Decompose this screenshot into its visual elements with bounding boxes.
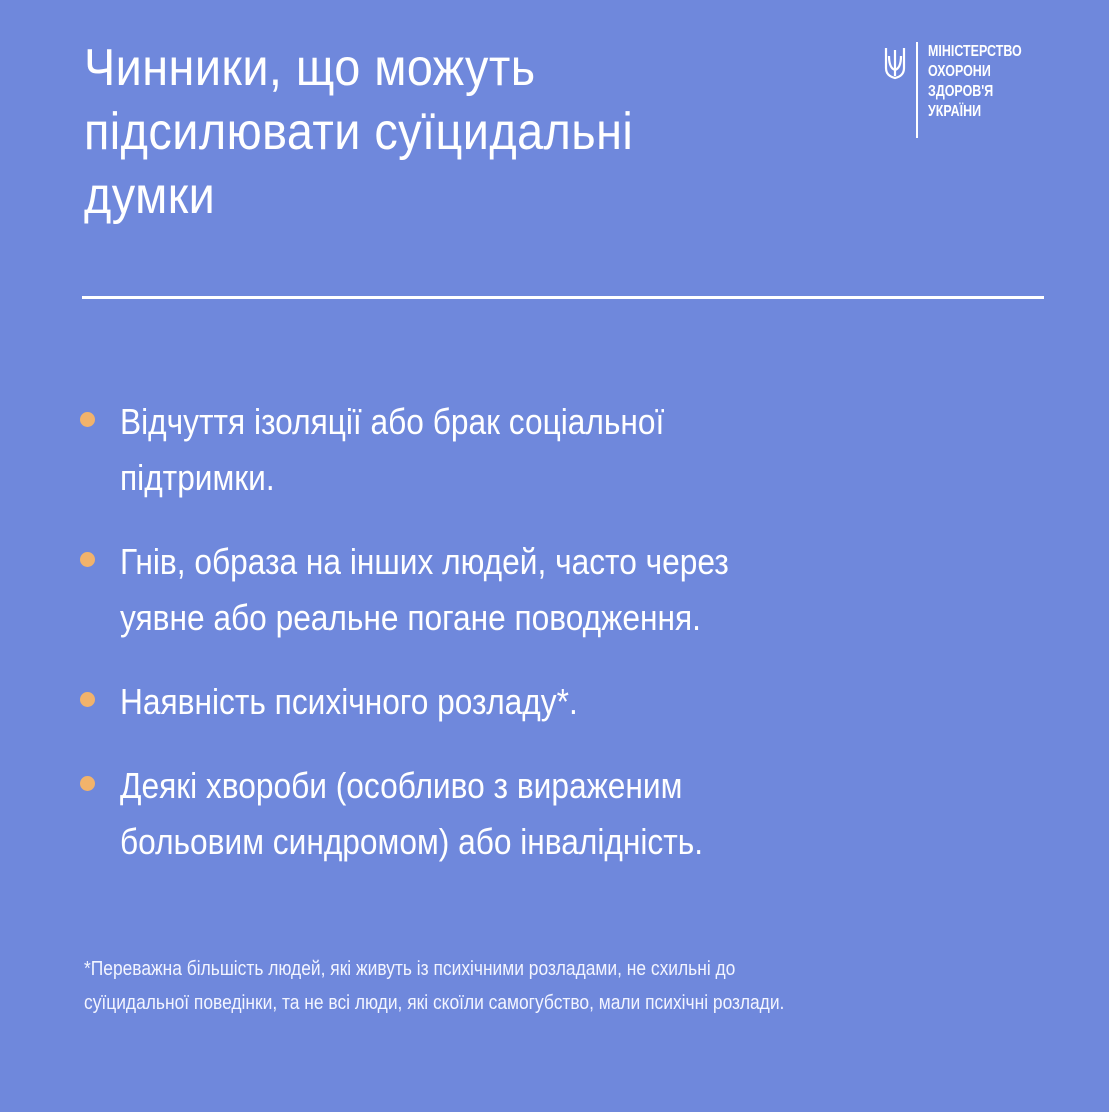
list-item-line: Гнів, образа на інших людей, часто через [120, 541, 729, 582]
list-item [74, 534, 974, 646]
title-line: підсилювати суїцидальні [84, 103, 634, 161]
list-item-text [120, 674, 872, 730]
ministry-line: ЗДОРОВ'Я [928, 83, 994, 100]
list-item-line: уявне або реальне погане поводження. [120, 597, 701, 638]
trident-icon [884, 46, 906, 80]
list-item-text [120, 394, 872, 506]
page-title [84, 36, 768, 228]
list-item [74, 394, 974, 506]
list-item-line: Деякі хвороби (особливо з вираженим [120, 765, 683, 806]
footnote-line: *Переважна більшість людей, які живуть із психічними розладами, не схильні до [84, 958, 736, 980]
ministry-divider [916, 42, 918, 138]
bullet-dot-icon [80, 776, 95, 791]
ministry-line: ОХОРОНИ [928, 63, 991, 80]
ministry-line: УКРАЇНИ [928, 103, 982, 120]
title-divider [82, 296, 1044, 299]
ministry-logo [884, 42, 1048, 142]
bullet-dot-icon [80, 412, 95, 427]
list-item-text [120, 758, 872, 870]
list-item-text [120, 534, 872, 646]
list-item [74, 674, 974, 730]
title-line: думки [84, 167, 216, 225]
title-line: Чинники, що можуть [84, 39, 536, 97]
footnote-line: суїцидальної поведінки, та не всі люди, які скоїли самогубство, мали психічні розлади. [84, 992, 785, 1014]
list-item-line: Наявність психічного розладу*. [120, 681, 578, 722]
bullet-dot-icon [80, 552, 95, 567]
ministry-line: МІНІСТЕРСТВО [928, 43, 1022, 60]
list-item-line: Відчуття ізоляції або брак соціальної [120, 401, 665, 442]
bullet-dot-icon [80, 692, 95, 707]
list-item [74, 758, 974, 870]
list-item-line: больовим синдромом) або інвалідність. [120, 821, 704, 862]
ministry-name [928, 42, 1022, 122]
list-item-line: підтримки. [120, 457, 275, 498]
factor-list [74, 394, 974, 898]
footnote [84, 952, 1024, 1020]
